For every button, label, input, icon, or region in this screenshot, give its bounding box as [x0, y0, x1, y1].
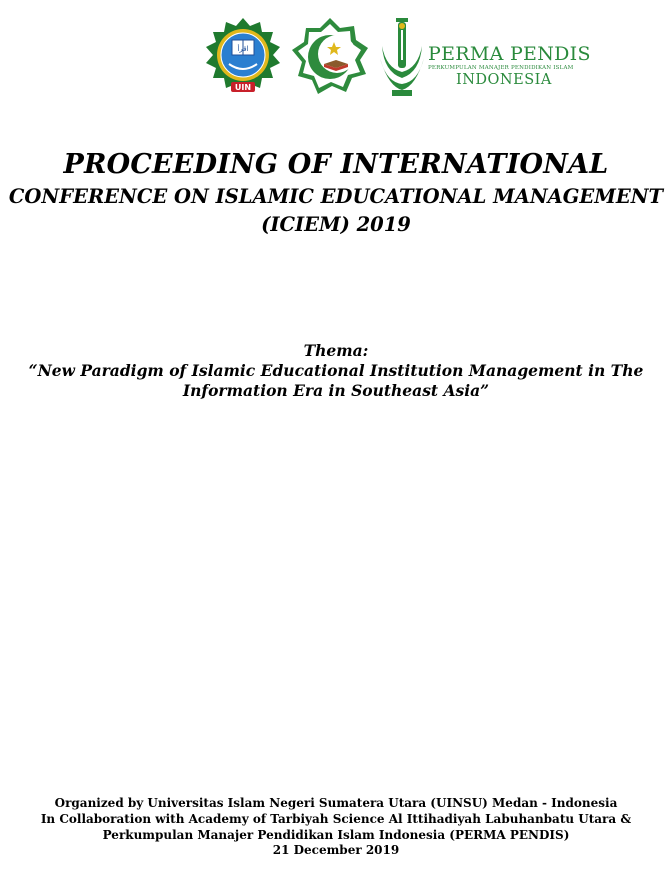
perma-pendis-subtitle: PERKUMPULAN MANAJER PENDIDIKAN ISLAM: [428, 65, 574, 71]
footer-line-3: Perkumpulan Manajer Pendidikan Islam Indonesia (PERMA PENDIS): [102, 827, 570, 842]
perma-pendis-wordmark: [428, 43, 591, 88]
crescent-logo: [288, 16, 372, 98]
uin-emblem-text: اقرأ: [237, 45, 249, 53]
perma-pendis-logo: [378, 16, 426, 98]
uin-badge-text: UIN: [234, 83, 252, 92]
footer-date: 21 December 2019: [272, 843, 400, 858]
perma-pendis-name: PERMA PENDIS: [428, 43, 591, 65]
title-line-3: (ICIEM) 2019: [261, 213, 411, 236]
title-line-2: CONFERENCE ON ISLAMIC EDUCATIONAL MANAGEMENT: [8, 185, 664, 208]
footer-line-2: In Collaboration with Academy of Tarbiyah Science Al Ittihadiyah Labuhanbatu Utara &: [40, 811, 632, 826]
logo-row: [200, 16, 591, 100]
theme-label: Thema:: [303, 341, 369, 360]
organizer-footer: [0, 796, 672, 859]
theme-line-1: “New Paradigm of Islamic Educational Institution Management in The: [28, 361, 644, 380]
perma-pendis-country: INDONESIA: [456, 72, 552, 88]
theme-section: [0, 341, 672, 401]
document-title: [0, 148, 672, 238]
title-line-1: PROCEEDING OF INTERNATIONAL: [63, 149, 609, 180]
theme-line-2: Information Era in Southeast Asia”: [182, 381, 490, 400]
uin-logo: [203, 16, 283, 98]
footer-line-1: Organized by Universitas Islam Negeri Sumatera Utara (UINSU) Medan - Indonesia: [54, 796, 618, 810]
